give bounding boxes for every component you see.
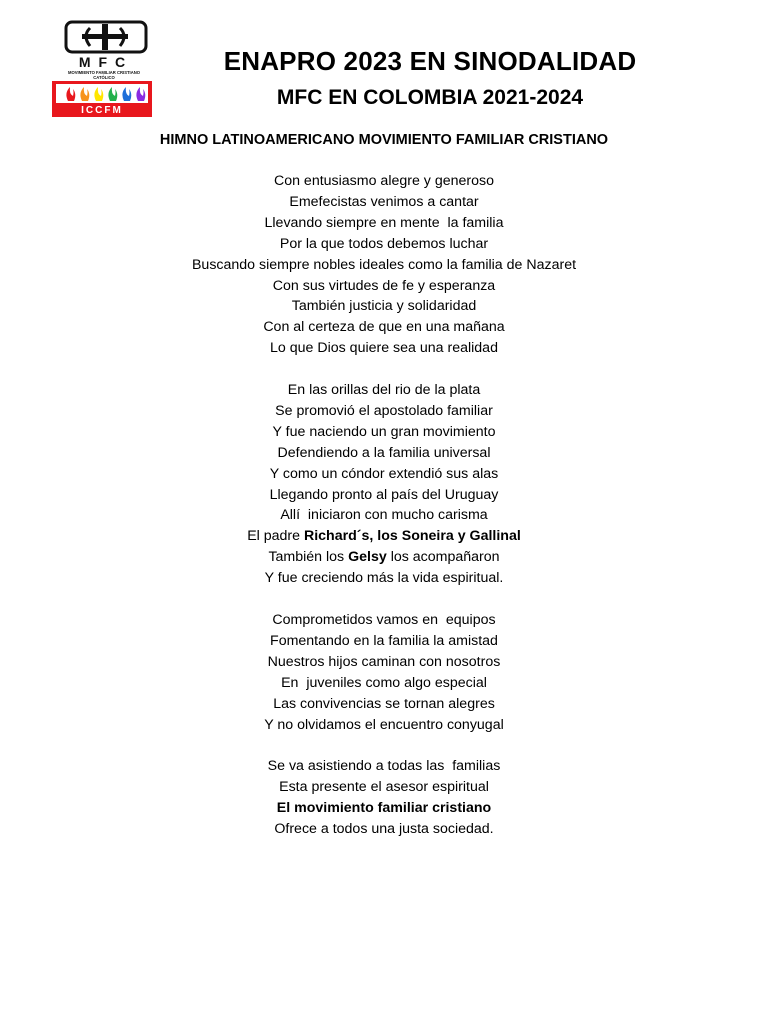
lyric-line: Defendiendo a la familia universal <box>277 444 491 461</box>
page-subtitle: MFC EN COLOMBIA 2021-2024 <box>276 86 584 109</box>
lyric-line: Por la que todos debemos luchar <box>279 235 489 252</box>
lyric-line: Buscando siempre nobles ideales como la familia de Nazaret <box>191 256 577 273</box>
lyric-line: También justicia y solidaridad <box>291 298 477 315</box>
lyric-line: Lo que Dios quiere sea una realidad <box>270 340 498 357</box>
lyric-line: Se promovió el apostolado familiar <box>275 402 493 419</box>
lyric-line: Y fue naciendo un gran movimiento <box>272 423 496 440</box>
lyric-line: Y no olvidamos el encuentro conyugal <box>264 716 504 733</box>
lyric-line: Allí iniciaron con mucho carisma <box>280 507 488 524</box>
lyric-bold-text: Richard´s, los Soneira y Gallinal <box>303 528 521 545</box>
lyric-line: Y como un cóndor extendió sus alas <box>269 465 499 482</box>
lyric-text: También los <box>268 549 349 566</box>
lyric-line: Llegando pronto al país del Uruguay <box>269 486 499 503</box>
logo-subtitle-line2: CATÓLICO <box>93 75 115 80</box>
lyric-line: Con al certeza de que en una mañana <box>263 319 505 336</box>
hymn-title: HIMNO LATINOAMERICANO MOVIMIENTO FAMILIAR CRISTIANO <box>159 132 609 148</box>
lyric-line-mixed <box>0 526 768 547</box>
lyric-line-mixed <box>0 547 768 568</box>
stanza-1 <box>0 171 768 359</box>
stanza-2 <box>0 380 768 589</box>
logo-subtitle-line1: MOVIMIENTO FAMILIAR CRISTIANO <box>67 70 141 75</box>
lyric-line: Llevando siempre en mente la familia <box>264 214 504 231</box>
lyric-line: Con sus virtudes de fe y esperanza <box>272 277 496 294</box>
logo-band-text: ICCFM <box>81 105 123 116</box>
lyric-line: Comprometidos vamos en equipos <box>272 612 496 628</box>
lyric-line: Se va asistiendo a todas las familias <box>267 758 501 775</box>
lyric-text: El padre <box>247 528 304 545</box>
lyric-bold-text: Gelsy <box>348 549 387 566</box>
stanza-3 <box>0 610 768 735</box>
lyric-line: En juveniles como algo especial <box>281 674 487 691</box>
lyric-line: En las orillas del rio de la plata <box>287 382 481 399</box>
lyric-text: los acompañaron <box>386 549 500 566</box>
lyric-line: Con entusiasmo alegre y generoso <box>273 173 495 189</box>
lyric-line: Nuestros hijos caminan con nosotros <box>267 653 501 670</box>
lyric-line: Fomentando en la familia la amistad <box>270 632 498 649</box>
lyric-line: Ofrece a todos una justa sociedad. <box>274 821 494 838</box>
lyric-line: Emefecistas venimos a cantar <box>289 193 479 210</box>
lyric-line: Esta presente el asesor espiritual <box>279 779 489 796</box>
hymn-lyrics <box>0 171 768 861</box>
lyric-line: Y fue creciendo más la vida espiritual. <box>264 570 504 587</box>
logo-acronym: MFC <box>78 54 134 70</box>
lyric-line-bold: El movimiento familiar cristiano <box>276 800 492 817</box>
page-title: ENAPRO 2023 EN SINODALIDAD <box>223 46 637 76</box>
mfc-logo <box>52 20 152 117</box>
stanza-4 <box>0 756 768 840</box>
lyric-line: Las convivencias se tornan alegres <box>273 695 495 712</box>
